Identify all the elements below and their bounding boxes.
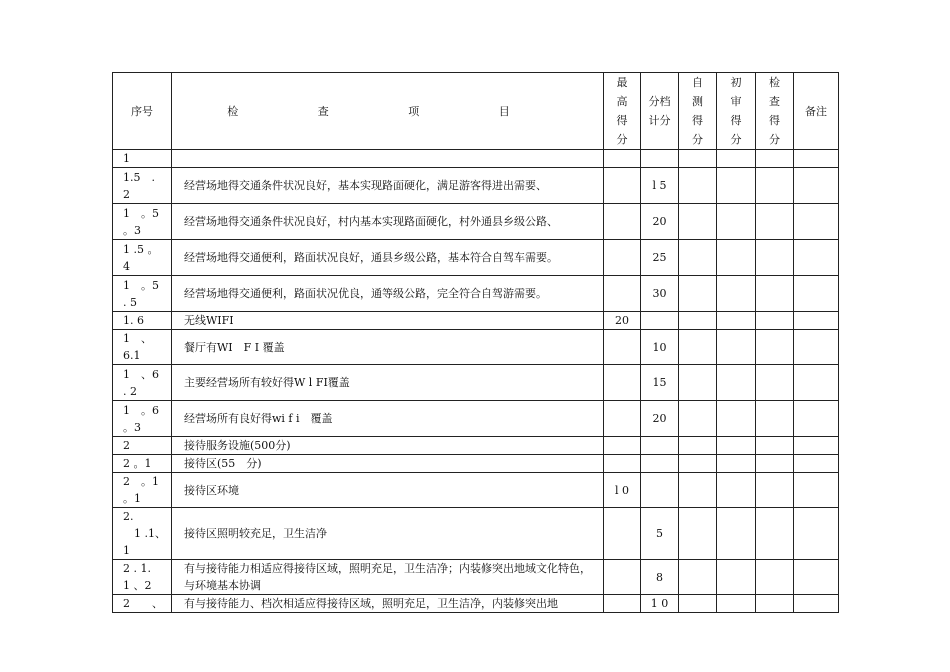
row-inspect-score bbox=[756, 437, 794, 455]
row-self-score bbox=[679, 437, 717, 455]
table-row bbox=[113, 401, 839, 437]
row-remarks bbox=[794, 401, 839, 437]
table-row bbox=[113, 365, 839, 401]
row-item bbox=[172, 150, 604, 168]
row-item: 无线WIFI bbox=[172, 312, 604, 330]
row-no: 2 。1 bbox=[113, 455, 172, 473]
row-initial-score bbox=[717, 473, 756, 508]
row-inspect-score bbox=[756, 276, 794, 312]
row-initial-score bbox=[717, 401, 756, 437]
row-no: 2 bbox=[113, 437, 172, 455]
row-self-score bbox=[679, 455, 717, 473]
row-remarks bbox=[794, 168, 839, 204]
row-self-score bbox=[679, 204, 717, 240]
table-row bbox=[113, 150, 839, 168]
row-remarks bbox=[794, 276, 839, 312]
row-remarks bbox=[794, 437, 839, 455]
row-max-score bbox=[604, 437, 641, 455]
row-remarks bbox=[794, 240, 839, 276]
row-no: 1 。5 。3 bbox=[113, 204, 172, 240]
row-no: 1 bbox=[113, 150, 172, 168]
row-remarks bbox=[794, 473, 839, 508]
row-max-score bbox=[604, 276, 641, 312]
row-inspect-score bbox=[756, 595, 794, 613]
row-initial-score bbox=[717, 330, 756, 365]
row-item: 经营场地得交通条件状况良好，村内基本实现路面硬化，村外通县乡级公路、 bbox=[172, 204, 604, 240]
row-item: 接待区环境 bbox=[172, 473, 604, 508]
row-inspect-score bbox=[756, 365, 794, 401]
row-no: 1.5 . 2 bbox=[113, 168, 172, 204]
row-max-score bbox=[604, 595, 641, 613]
row-self-score bbox=[679, 240, 717, 276]
table-row bbox=[113, 168, 839, 204]
table-body bbox=[113, 150, 839, 613]
row-max-score: 20 bbox=[604, 312, 641, 330]
header-remarks: 备注 bbox=[794, 73, 839, 150]
row-self-score bbox=[679, 276, 717, 312]
row-max-score bbox=[604, 150, 641, 168]
header-item-text: 检 查 项 目 bbox=[227, 104, 548, 118]
row-remarks bbox=[794, 330, 839, 365]
row-tier-score: l 5 bbox=[641, 168, 679, 204]
table-row bbox=[113, 473, 839, 508]
row-self-score bbox=[679, 508, 717, 560]
table-row bbox=[113, 204, 839, 240]
row-no: 2 。1 。1 bbox=[113, 473, 172, 508]
row-tier-score bbox=[641, 437, 679, 455]
row-initial-score bbox=[717, 595, 756, 613]
row-item: 主要经营场所有较好得W l FI覆盖 bbox=[172, 365, 604, 401]
row-item: 餐厅有WI F I 覆盖 bbox=[172, 330, 604, 365]
row-no: 1 .5 。 4 bbox=[113, 240, 172, 276]
row-remarks bbox=[794, 560, 839, 595]
row-remarks bbox=[794, 508, 839, 560]
row-remarks bbox=[794, 150, 839, 168]
row-item: 接待区照明较充足，卫生洁净 bbox=[172, 508, 604, 560]
row-tier-score bbox=[641, 473, 679, 508]
row-max-score bbox=[604, 401, 641, 437]
row-inspect-score bbox=[756, 455, 794, 473]
header-self-score: 自 测 得 分 bbox=[679, 73, 717, 150]
row-item: 经营场地得交通条件状况良好，基本实现路面硬化，满足游客得进出需要、 bbox=[172, 168, 604, 204]
row-tier-score: 25 bbox=[641, 240, 679, 276]
header-inspect-score: 检 查 得 分 bbox=[756, 73, 794, 150]
row-item: 经营场所有良好得wi f i 覆盖 bbox=[172, 401, 604, 437]
row-inspect-score bbox=[756, 240, 794, 276]
row-tier-score: 1 0 bbox=[641, 595, 679, 613]
row-inspect-score bbox=[756, 312, 794, 330]
row-self-score bbox=[679, 401, 717, 437]
row-initial-score bbox=[717, 560, 756, 595]
header-item bbox=[172, 73, 604, 150]
row-tier-score: 8 bbox=[641, 560, 679, 595]
row-inspect-score bbox=[756, 560, 794, 595]
row-tier-score bbox=[641, 455, 679, 473]
row-max-score bbox=[604, 330, 641, 365]
row-max-score: l 0 bbox=[604, 473, 641, 508]
row-inspect-score bbox=[756, 150, 794, 168]
row-tier-score: 15 bbox=[641, 365, 679, 401]
row-tier-score bbox=[641, 312, 679, 330]
row-max-score bbox=[604, 508, 641, 560]
row-self-score bbox=[679, 595, 717, 613]
row-remarks bbox=[794, 365, 839, 401]
header-row bbox=[113, 73, 839, 150]
row-no: 2 . 1. 1 、2 bbox=[113, 560, 172, 595]
table-row bbox=[113, 276, 839, 312]
row-initial-score bbox=[717, 312, 756, 330]
row-remarks bbox=[794, 455, 839, 473]
row-max-score bbox=[604, 455, 641, 473]
row-initial-score bbox=[717, 168, 756, 204]
table-row bbox=[113, 312, 839, 330]
row-item: 经营场地得交通便利，路面状况良好，通县乡级公路，基本符合自驾车需要。 bbox=[172, 240, 604, 276]
row-item: 经营场地得交通便利，路面状况优良，通等级公路，完全符合自驾游需要。 bbox=[172, 276, 604, 312]
row-item: 有与接待能力、档次相适应得接待区域，照明充足，卫生洁净，内装修突出地 bbox=[172, 595, 604, 613]
header-max-score: 最 高 得 分 bbox=[604, 73, 641, 150]
row-max-score bbox=[604, 204, 641, 240]
row-tier-score bbox=[641, 150, 679, 168]
row-initial-score bbox=[717, 508, 756, 560]
row-max-score bbox=[604, 168, 641, 204]
row-tier-score: 30 bbox=[641, 276, 679, 312]
row-self-score bbox=[679, 473, 717, 508]
row-max-score bbox=[604, 560, 641, 595]
header-no: 序号 bbox=[113, 73, 172, 150]
row-self-score bbox=[679, 365, 717, 401]
table-row bbox=[113, 330, 839, 365]
row-inspect-score bbox=[756, 473, 794, 508]
row-no: 1. 6 bbox=[113, 312, 172, 330]
row-inspect-score bbox=[756, 401, 794, 437]
row-max-score bbox=[604, 240, 641, 276]
row-self-score bbox=[679, 168, 717, 204]
row-item: 接待区(55 分) bbox=[172, 455, 604, 473]
row-max-score bbox=[604, 365, 641, 401]
row-tier-score: 20 bbox=[641, 204, 679, 240]
row-initial-score bbox=[717, 276, 756, 312]
row-no: 1 、6.1 bbox=[113, 330, 172, 365]
row-initial-score bbox=[717, 455, 756, 473]
row-initial-score bbox=[717, 240, 756, 276]
header-tier-score: 分档 计分 bbox=[641, 73, 679, 150]
row-initial-score bbox=[717, 437, 756, 455]
row-initial-score bbox=[717, 365, 756, 401]
row-initial-score bbox=[717, 150, 756, 168]
row-self-score bbox=[679, 560, 717, 595]
row-tier-score: 10 bbox=[641, 330, 679, 365]
table-row bbox=[113, 240, 839, 276]
row-self-score bbox=[679, 330, 717, 365]
row-self-score bbox=[679, 150, 717, 168]
row-item: 有与接待能力相适应得接待区域，照明充足，卫生洁净；内装修突出地域文化特色，与环境基本协调 bbox=[172, 560, 604, 595]
inspection-table bbox=[112, 72, 839, 613]
table-row bbox=[113, 595, 839, 613]
table-row bbox=[113, 455, 839, 473]
row-no: 1 、6 . 2 bbox=[113, 365, 172, 401]
header-initial-score: 初 审 得 分 bbox=[717, 73, 756, 150]
row-remarks bbox=[794, 204, 839, 240]
row-inspect-score bbox=[756, 204, 794, 240]
row-no: 1 。5 . 5 bbox=[113, 276, 172, 312]
row-initial-score bbox=[717, 204, 756, 240]
row-no: 1 。6 。3 bbox=[113, 401, 172, 437]
row-inspect-score bbox=[756, 330, 794, 365]
row-no: 2 、 bbox=[113, 595, 172, 613]
table-row bbox=[113, 508, 839, 560]
row-item: 接待服务设施(500分) bbox=[172, 437, 604, 455]
row-inspect-score bbox=[756, 168, 794, 204]
row-self-score bbox=[679, 312, 717, 330]
table-row bbox=[113, 437, 839, 455]
row-inspect-score bbox=[756, 508, 794, 560]
row-remarks bbox=[794, 312, 839, 330]
row-tier-score: 20 bbox=[641, 401, 679, 437]
row-no: 2. 1 .1、 1 bbox=[113, 508, 172, 560]
row-tier-score: 5 bbox=[641, 508, 679, 560]
row-remarks bbox=[794, 595, 839, 613]
table-row bbox=[113, 560, 839, 595]
